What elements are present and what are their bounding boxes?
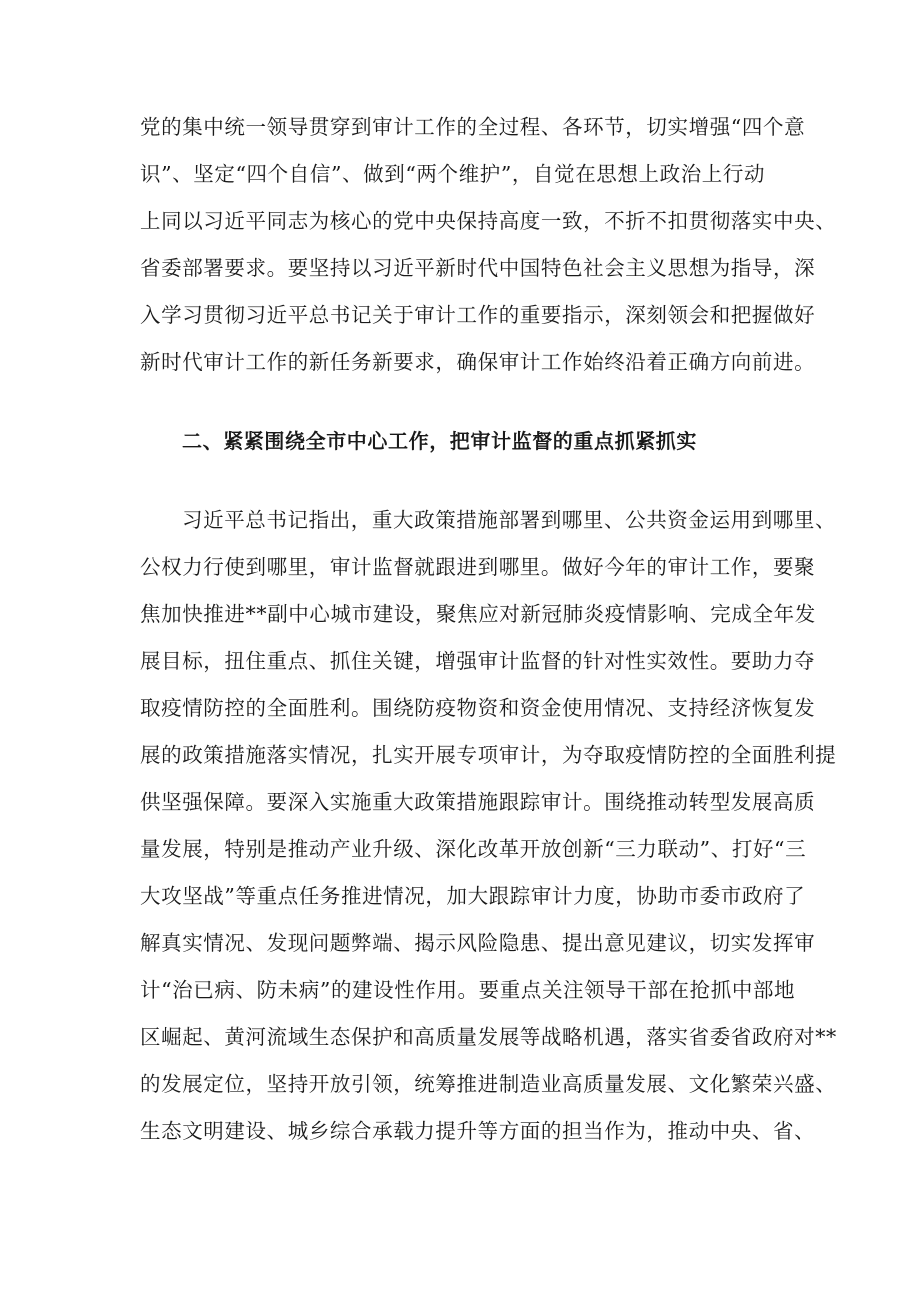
paragraph-2-line: 生态文明建设、城乡综合承载力提升等方面的担当作为，推动中央、省、 bbox=[140, 1119, 816, 1143]
paragraph-2-line: 展目标，扭住重点、抓住关键，增强审计监督的针对性实效性。要助力夺 bbox=[140, 649, 816, 673]
paragraph-1 bbox=[140, 104, 837, 386]
spacer bbox=[140, 465, 800, 497]
paragraph-2-line: 大攻坚战”等重点任务推进情况，加大跟踪审计力度，协助市委市政府了 bbox=[140, 884, 806, 908]
paragraph-2-line: 的发展定位，坚持开放引领，统筹推进制造业高质量发展、文化繁荣兴盛、 bbox=[140, 1072, 837, 1096]
document-page bbox=[140, 104, 837, 1155]
paragraph-2-line: 公权力行使到哪里，审计监督就跟进到哪里。做好今年的审计工作，要聚 bbox=[140, 555, 816, 579]
paragraph-2-line: 量发展，特别是推动产业升级、深化改革开放创新“三力联动”、打好“三 bbox=[140, 837, 807, 861]
paragraph-2-line: 解真实情况、发现问题弊端、揭示风险隐患、提出意见建议，切实发挥审 bbox=[140, 931, 816, 955]
paragraph-2 bbox=[140, 497, 837, 1155]
paragraph-2-line: 供坚强保障。要深入实施重大政策措施跟踪审计。围绕推动转型发展高质 bbox=[140, 790, 816, 814]
paragraph-1-line: 新时代审计工作的新任务新要求，确保审计工作始终沿着正确方向前进。 bbox=[140, 350, 816, 374]
paragraph-2-line: 焦加快推进**副中心城市建设，聚焦应对新冠肺炎疫情影响、完成全年发 bbox=[140, 602, 816, 626]
paragraph-2-line: 取疫情防控的全面胜利。围绕防疫物资和资金使用情况、支持经济恢复发 bbox=[140, 696, 816, 720]
spacer bbox=[140, 386, 800, 418]
paragraph-2-line: 区崛起、黄河流域生态保护和高质量发展等战略机遇，落实省委省政府对** bbox=[140, 1025, 837, 1049]
paragraph-1-line: 识”、坚定“四个自信”、做到“两个维护”，自觉在思想上政治上行动 bbox=[140, 162, 766, 186]
paragraph-2-line: 展的政策措施落实情况，扎实开展专项审计，为夺取疫情防控的全面胜利提 bbox=[140, 743, 837, 767]
paragraph-2-line: 计“治已病、防未病”的建设性作用。要重点关注领导干部在抢抓中部地 bbox=[140, 978, 796, 1002]
paragraph-1-line: 党的集中统一领导贯穿到审计工作的全过程、各环节，切实增强“四个意 bbox=[140, 115, 806, 139]
paragraph-1-line: 上同以习近平同志为核心的党中央保持高度一致，不折不扣贯彻落实中央、 bbox=[140, 209, 837, 233]
paragraph-1-line: 省委部署要求。要坚持以习近平新时代中国特色社会主义思想为指导，深 bbox=[140, 256, 816, 280]
section-heading: 二、紧紧围绕全市中心工作，把审计监督的重点抓紧抓实 bbox=[182, 429, 697, 453]
paragraph-1-line: 入学习贯彻习近平总书记关于审计工作的重要指示，深刻领会和把握做好 bbox=[140, 303, 816, 327]
paragraph-2-line: 习近平总书记指出，重大政策措施部署到哪里、公共资金运用到哪里、 bbox=[182, 508, 837, 532]
